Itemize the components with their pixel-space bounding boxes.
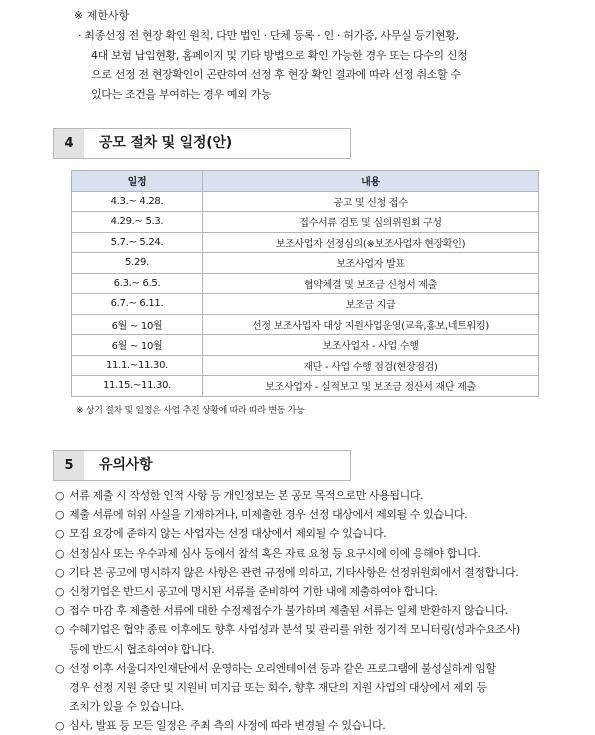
restrictions-line: · 최종선정 전 현장 확인 원칙, 다만 법인 · 단체 등록 · 인 · 허가증, 사무실 등기현황,	[78, 29, 459, 42]
caution-item	[55, 563, 555, 582]
section-number: 4	[54, 129, 84, 158]
cell-content: 재단 - 사업 수행 점검(현장점검)	[203, 355, 539, 376]
caution-text: 심사, 발표 등 모든 일정은 주최 측의 사정에 따라 변경될 수 있습니다.	[69, 719, 386, 733]
cell-content: 보조금 지급	[203, 294, 539, 315]
caution-item	[55, 486, 555, 505]
circle-bullet-icon: ○	[55, 527, 65, 541]
circle-bullet-icon: ○	[55, 489, 65, 502]
cell-content: 선정 보조사업자 대상 지원사업운영(교육,홍보,네트워킹)	[203, 314, 539, 335]
caution-item	[55, 659, 555, 717]
caution-item	[55, 620, 555, 658]
caution-item	[55, 582, 555, 601]
caution-text: 접수 마감 후 제출한 서류에 대한 수정제접수가 불가하며 제출된 서류는 일체 반환하지 않습니다.	[69, 604, 509, 618]
cell-date: 5.7.~ 5.24.	[72, 232, 203, 253]
caution-text: 모집 요강에 준하지 않는 사업자는 선정 대상에서 제외될 수 있습니다.	[69, 527, 387, 541]
cell-date: 11.1.~11.30.	[72, 355, 203, 376]
circle-bullet-icon: ○	[55, 604, 65, 618]
circle-bullet-icon: ○	[55, 719, 65, 733]
table-row	[72, 376, 539, 397]
cautions-list	[55, 486, 555, 735]
cell-content: 보조사업자 - 실적보고 및 보조금 정산서 재단 제출	[203, 376, 539, 397]
caution-text: 기타 본 공고에 명시하지 않은 사항은 관련 규정에 의하고, 기타사항은 선정위원회에서 결정합니다.	[69, 565, 519, 579]
table-row	[72, 253, 539, 274]
header-content: 내용	[203, 171, 539, 192]
cell-content: 보조사업자 선정심의(※보조사업자 현장확인)	[203, 232, 539, 253]
caution-text: 수혜기업은 협약 종료 이후에도 향후 사업성과 분석 및 관리를 위한 정기적 모니터링(성과수요조사)	[69, 623, 520, 637]
table-row	[72, 314, 539, 335]
table-row	[72, 335, 539, 356]
table-row	[72, 212, 539, 233]
cell-content: 보조사업자 - 사업 수행	[203, 335, 539, 356]
circle-bullet-icon: ○	[55, 585, 65, 599]
caution-item	[55, 601, 555, 620]
section-4-header	[53, 128, 351, 159]
table-row	[72, 355, 539, 376]
circle-bullet-icon: ○	[55, 508, 65, 522]
caution-text: 경우 선정 지원 중단 및 지원비 미지급 또는 회수, 향후 재단의 지원 사업의 대상에서 제외 등	[69, 681, 487, 695]
schedule-note: ※ 상기 절차 및 일정은 사업 추진 상황에 따라 따라 변동 가능	[76, 406, 305, 416]
section-number: 5	[54, 451, 84, 480]
caution-text: 등에 반드시 협조하여야 합니다.	[69, 642, 215, 656]
cell-content: 접수서류 검토 및 심의위원회 구성	[203, 212, 539, 233]
cell-content: 협약체결 및 보조금 신청서 제출	[203, 273, 539, 294]
circle-bullet-icon: ○	[55, 546, 65, 560]
circle-bullet-icon: ○	[55, 623, 65, 637]
cell-date: 4.3.~ 4.28.	[72, 191, 203, 212]
caution-text: 서류 제출 시 작성한 인적 사항 등 개인정보는 본 공모 목적으로만 사용됩니다.	[69, 489, 424, 502]
schedule-table	[71, 170, 539, 397]
section-title: 유의사항	[99, 457, 153, 473]
restrictions-line: 있다는 조건을 부여하는 경우 예외 가능	[91, 87, 272, 101]
caution-text: 선정 이후 서울디자인재단에서 운영하는 오리엔테이션 등과 같은 프로그램에 불성실하게 임할	[69, 661, 496, 675]
caution-text: 조치가 있을 수 있습니다.	[69, 700, 184, 714]
cell-date: 11.15.~11.30.	[72, 376, 203, 397]
table-row	[72, 232, 539, 253]
caution-text: 신청기업은 반드시 공고에 명시된 서류를 준비하여 기한 내에 제출하여야 합니다.	[69, 585, 438, 599]
circle-bullet-icon: ○	[55, 565, 65, 579]
caution-item	[55, 544, 555, 563]
restrictions-line: 4대 보험 납입현황, 홈페이지 및 기타 방법으로 확인 가능한 경우 또는 다수의 신청	[91, 48, 468, 62]
cell-date: 6.3.~ 6.5.	[72, 273, 203, 294]
cell-content: 공고 및 신청 접수	[203, 191, 539, 212]
table-row	[72, 273, 539, 294]
cell-date: 6.7.~ 6.11.	[72, 294, 203, 315]
caution-text: 제출 서류에 허위 사실을 기재하거나, 미제출한 경우 선정 대상에서 제외될 수 있습니다.	[69, 508, 468, 522]
section-title: 공모 절차 및 일정(안)	[99, 135, 233, 151]
cell-date: 6월 ~ 10월	[72, 314, 203, 335]
restrictions-heading: ※ 제한사항	[74, 9, 130, 22]
caution-item	[55, 524, 555, 543]
restrictions-line: 으로 선정 전 현장확인이 곤란하여 선정 후 현장 확인 결과에 따라 선정 취소할 수	[91, 68, 461, 81]
table-row	[72, 191, 539, 212]
cell-date: 5.29.	[72, 253, 203, 274]
section-5-header	[53, 450, 351, 481]
circle-bullet-icon: ○	[55, 661, 65, 675]
restrictions-text	[78, 26, 548, 104]
cell-date: 6월 ~ 10월	[72, 335, 203, 356]
caution-item	[55, 505, 555, 524]
cell-content: 보조사업자 발표	[203, 253, 539, 274]
table-row	[72, 294, 539, 315]
schedule-header-row	[72, 171, 539, 192]
header-date: 일정	[72, 171, 203, 192]
cell-date: 4.29.~ 5.3.	[72, 212, 203, 233]
caution-text: 선정심사 또는 우수과제 심사 등에서 참석 혹은 자료 요청 등 요구시에 이에 응해야 합니다.	[69, 546, 481, 560]
caution-item	[55, 716, 555, 735]
